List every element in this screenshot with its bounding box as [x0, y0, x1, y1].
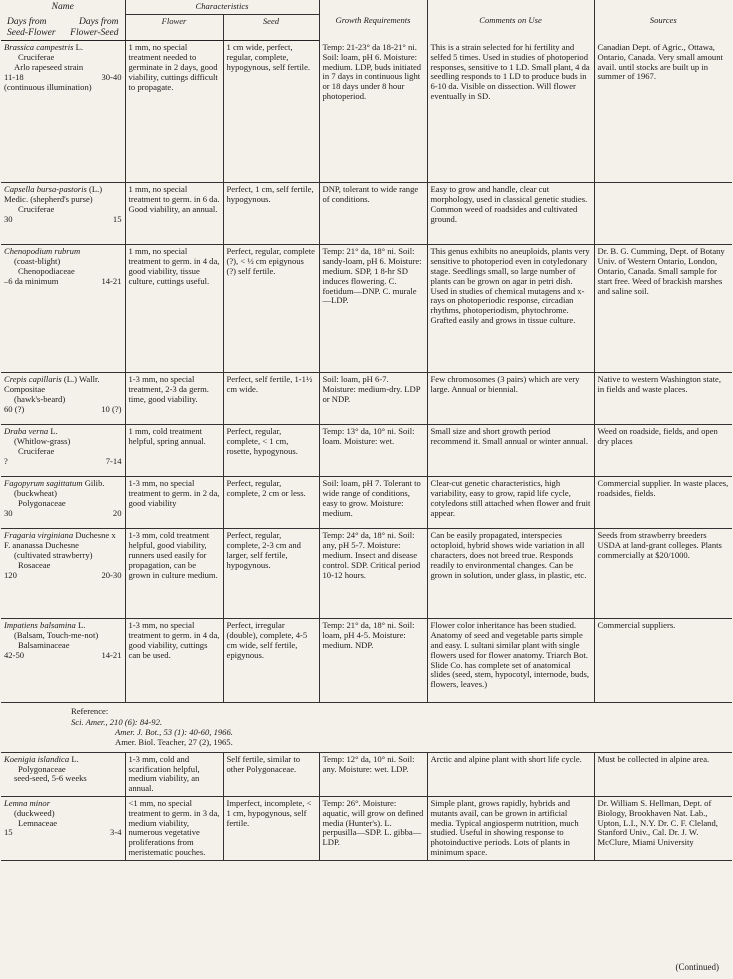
growth-cell: Temp: 24° da, 18° ni. Soil: any, pH 5-7. Moisture: medium. Insect and disease control. SDP. Critical period 10-12 hours.: [319, 529, 427, 619]
family: Lemnaceae: [18, 817, 58, 828]
seed-cell: Perfect, regular, complete, 2 cm or less.: [223, 477, 319, 529]
growth-cell: Soil: loam, pH 6-7. Moisture: medium-dry. LDP or NDP.: [319, 373, 427, 425]
header-flower: Flower: [125, 15, 223, 41]
comments-cell: Can be easily propagated, interspecies octoploid, hybrid shows wide variation in all characters, does not breed true. Responds readily to environmental changes. Can be grown in solution, under glass, in plastic, etc.: [427, 529, 594, 619]
seed-cell: Perfect, regular, complete, 2-3 cm and larger, self fertile, hypogynous.: [223, 529, 319, 619]
sources-cell: Seeds from strawberry breeders USDA at land-grant colleges. Plants commercially at $20/1000.: [594, 529, 732, 619]
name-cell: [1, 245, 125, 373]
header-seed: Seed: [223, 15, 319, 41]
reference-label: Reference:: [71, 706, 109, 717]
growth-cell: Temp: 12° da, 10° ni. Soil: any. Moisture: wet. LDP.: [319, 752, 427, 796]
flower-cell: 1-3 mm, cold treatment helpful, good viability, runners used easily for propagation, can be grown in culture medium.: [125, 529, 223, 619]
name-cell: [1, 41, 125, 183]
table-row: [1, 373, 732, 425]
species-name: Chenopodium rubrum: [4, 246, 81, 257]
table-row: [1, 477, 732, 529]
family: Chenopodiaceae: [18, 266, 75, 277]
family: Cruciferae: [18, 52, 55, 63]
extra-info: Arlo rapeseed strain: [14, 62, 84, 73]
days-seed-flower: 42-50: [4, 649, 25, 660]
name-cell: [1, 477, 125, 529]
days-seed-flower: 120: [4, 569, 17, 580]
table-row: [1, 41, 732, 183]
name-note: (continuous illumination): [4, 81, 92, 92]
table-body: [1, 41, 732, 860]
reference-row: [1, 703, 732, 752]
comments-cell: Flower color inheritance has been studied. Anatomy of seed and vegetable parts simple and easy. I. sultani similar plant with single flowers used for flower anatomy. Triarch Bot. Slide Co. has complete set of anatomical slides (seed, stem, hypocotyl, internode, buds, flowers, leaves.): [427, 619, 594, 703]
flower-cell: 1-3 mm, no special treatment to germ. in 4 da, good viability, cuttings can be used.: [125, 619, 223, 703]
flower-cell: 1-3 mm, no special treatment to germ. in 2 da, good viability: [125, 477, 223, 529]
authority: Gilib.: [84, 478, 105, 489]
days-seed-flower: ?: [4, 455, 8, 466]
seed-cell: Perfect, regular, complete, < 1 cm, rosette, hypogynous.: [223, 425, 319, 477]
days-seed-flower: 30: [4, 213, 13, 224]
days-flower-seed: 10 (?): [101, 403, 122, 414]
flower-cell: 1-3 mm, cold and scarification helpful, medium viability, an annual.: [125, 752, 223, 796]
header-characteristics: Characteristics: [125, 0, 319, 15]
common-name: (coast-blight): [14, 256, 61, 267]
authority: L.: [75, 42, 84, 53]
flower-cell: <1 mm, no special treatment to germ. in 3 da, medium viability, numerous vegetative proliferations from meristematic pouches.: [125, 796, 223, 860]
comments-cell: Few chromosomes (3 pairs) which are very large. Annual or biennial.: [427, 373, 594, 425]
header-name: Name: [51, 2, 74, 12]
common-name: (cultivated strawberry): [14, 550, 93, 561]
days-flower-seed: 30-40: [101, 71, 122, 82]
header-days: Days from Seed-Flower Days from Flower-Seed: [1, 15, 125, 41]
table-row: [1, 752, 732, 796]
authority: L.: [78, 620, 86, 631]
table-row: [1, 529, 732, 619]
family: Cruciferae: [18, 204, 55, 215]
species-name: Capsella bursa-pastoris: [4, 184, 87, 195]
header-sources: Sources: [594, 0, 732, 41]
sources-cell: [594, 183, 732, 245]
seed-cell: Perfect, 1 cm, self fertile, hypogynous.: [223, 183, 319, 245]
species-name: Lemna minor: [4, 797, 51, 808]
table-row: [1, 619, 732, 703]
seed-cell: Perfect, irregular (double), complete, 4-5 cm wide, self fertile, epigynous.: [223, 619, 319, 703]
days-flower-seed: 7-14: [105, 455, 122, 466]
reference-line: Amer. Biol. Teacher, 27 (2), 1965.: [115, 737, 233, 748]
seed-cell: Perfect, self fertile, 1-1½ cm wide.: [223, 373, 319, 425]
sources-cell: Native to western Washington state, in fields and waste places.: [594, 373, 732, 425]
flower-cell: 1 mm, no special treatment to germ. in 6 da. Good viability, an annual.: [125, 183, 223, 245]
sources-cell: Commercial supplier. In waste places, roadsides, fields.: [594, 477, 732, 529]
family: Rosaceae: [18, 559, 51, 570]
seed-cell: 1 cm wide, perfect, regular, complete, hypogynous, self fertile.: [223, 41, 319, 183]
days-flower-seed: 3-4: [110, 827, 122, 838]
family: Cruciferae: [18, 446, 55, 457]
name-cell: [1, 752, 125, 796]
table-row: [1, 183, 732, 245]
growth-cell: DNP, tolerant to wide range of conditions.: [319, 183, 427, 245]
comments-cell: Clear-cut genetic characteristics, high variability, easy to grow, rapid life cycle, cotyledons still attached when flower and fruit appear.: [427, 477, 594, 529]
comments-cell: Easy to grow and handle, clear cut morphology, used in classical genetic studies. Common weed of roadsides and cultivated ground.: [427, 183, 594, 245]
common-name: (buckwheat): [14, 488, 57, 499]
comments-cell: Simple plant, grows rapidly, hybrids and mutants avail, can be grown in artificial media. Typical angiosperm nutrition, much studied. Useful in showing response to photoinductive periods. Lots of plants in minimum space.: [427, 796, 594, 860]
sources-cell: Dr. William S. Hellman, Dept. of Biology, Brookhaven Nat. Lab., Upton, L.I., N.Y. Dr. C. F. Cleland, Stanford Univ., Cal. Dr. J. W. McClure, Miami University: [594, 796, 732, 860]
sources-cell: Dr. B. G. Cumming, Dept. of Botany Univ. of Western Ontario, London, Ontario, Canada. Small sample for start free. Weed of brackish marshes and saline soil.: [594, 245, 732, 373]
sources-cell: Canadian Dept. of Agric., Ottawa, Ontario, Canada. Very small amount avail. until stocks are built up in summer of 1967.: [594, 41, 732, 183]
plant-table: [1, 0, 732, 861]
growth-cell: Temp: 26°. Moisture: aquatic, will grow on defined media (Hunter's). L. perpusilla—SDP. L. gibba—LDP.: [319, 796, 427, 860]
species-name: Fragaria virginiana: [4, 530, 74, 541]
days-flower-seed: 20: [112, 507, 122, 518]
authority: L.: [71, 753, 79, 764]
days-seed-flower: 60 (?): [4, 403, 25, 414]
authority: Duchesne x F. ananassa Duchesne: [4, 530, 116, 551]
days-seed-flower: 30: [4, 507, 13, 518]
growth-cell: Temp: 21-23° da 18-21° ni. Soil: loam, pH 6. Moisture: medium. LDP, buds initiated in 7 days in continuous light or 18 days under 8 hour photoperiod.: [319, 41, 427, 183]
flower-cell: 1 mm, no special treatment needed to germinate in 2 days, good viability, cuttings difficult to propagate.: [125, 41, 223, 183]
name-cell: [1, 529, 125, 619]
table-row: [1, 796, 732, 860]
sources-cell: Must be collected in alpine area.: [594, 752, 732, 796]
species-name: Impatiens balsamina: [4, 620, 76, 631]
seed-cell: Imperfect, incomplete, < 1 cm, hypogynous, self fertile.: [223, 796, 319, 860]
days-flower-seed: 14-21: [101, 649, 122, 660]
days-flower-seed: 20-30: [101, 569, 122, 580]
name-cell: [1, 183, 125, 245]
header-comments: Comments on Use: [427, 0, 594, 41]
days-flower-seed: 15: [112, 213, 122, 224]
authority: L.: [50, 426, 58, 437]
days-flower-seed: 14-21: [101, 275, 122, 286]
name-cell: [1, 619, 125, 703]
species-name: Fagopyrum sagittatum: [4, 478, 83, 489]
days-seed-flower: 11-18: [4, 71, 24, 82]
growth-cell: Temp: 21° da, 18° ni. Soil: loam, pH 4-5. Moisture: medium. NDP.: [319, 619, 427, 703]
sources-cell: Commercial suppliers.: [594, 619, 732, 703]
species-name: Crepis capillaris: [4, 374, 62, 385]
reference-line: Amer. J. Bot., 53 (1): 40-60, 1966.: [115, 727, 233, 738]
comments-cell: Small size and short growth period recommend it. Small annual or winter annual.: [427, 425, 594, 477]
comments-cell: Arctic and alpine plant with short life cycle.: [427, 752, 594, 796]
family: Polygonaceae: [18, 763, 66, 774]
comments-cell: This is a strain selected for hi fertility and selfed 5 times. Used in studies of photoperiod responses, sensitive to 1 LD. Small plant, 4 da seedling responds to 1 LD to produce buds in 6-10 da. Visible on dissection. Will flower eventually in SD.: [427, 41, 594, 183]
common-name: (hawk's-beard): [14, 394, 66, 405]
species-name: Brassica campestris: [4, 42, 74, 53]
reference-line: Sci. Amer., 210 (6): 84-92.: [71, 716, 163, 727]
growth-cell: Soil: loam, pH 7. Tolerant to wide range of conditions, easy to grow. Moisture: medium.: [319, 477, 427, 529]
header-growth: Growth Requirements: [319, 0, 427, 41]
extra-info: seed-seed, 5-6 weeks: [14, 773, 87, 784]
authority: (L.) Wallr. Compositae: [4, 374, 100, 395]
species-name: Koenigia islandica: [4, 753, 70, 764]
comments-cell: This genus exhibits no aneuploids, plants very sensitive to photoperiod even in cotyledonary stage. Seedlings small, so large number of plants can be grown on agar in petri dish. Used in studies of chemical mutagens and x-rays on photoperiodic response, circadian rhythms, photoperiodism, phytochrome. Grafted easily and grows in tissue culture.: [427, 245, 594, 373]
growth-cell: Temp: 21° da, 18° ni. Soil: sandy-loam, pH 6. Moisture: medium. SDP, 1 8-hr SD induces flowering. C. foetidum—DNP. C. murale—LDP.: [319, 245, 427, 373]
name-cell: [1, 425, 125, 477]
flower-cell: 1 mm, no special treatment to germ. in 4 da, good viability, tissue culture, cuttings useful.: [125, 245, 223, 373]
name-cell: [1, 373, 125, 425]
family: Polygonaceae: [18, 498, 66, 509]
authority: (L.) Medic. (shepherd's purse): [4, 184, 103, 205]
days-seed-flower: –6 da minimum: [4, 275, 59, 286]
family: Balsaminaceae: [18, 640, 70, 651]
flower-cell: 1 mm, cold treatment helpful, spring annual.: [125, 425, 223, 477]
name-cell: [1, 796, 125, 860]
growth-cell: Temp: 13° da, 10° ni. Soil: loam. Moisture: wet.: [319, 425, 427, 477]
common-name: (Whitlow-grass): [14, 436, 71, 447]
common-name: (Balsam, Touch-me-not): [14, 630, 99, 641]
reference-cell: [1, 703, 732, 752]
sources-cell: Weed on roadside, fields, and open dry places: [594, 425, 732, 477]
flower-cell: 1-3 mm, no special treatment, 2-3 da germ. time, good viability.: [125, 373, 223, 425]
seed-cell: Self fertile, similar to other Polygonaceae.: [223, 752, 319, 796]
seed-cell: Perfect, regular, complete (?), < ½ cm epigynous (?) self fertile.: [223, 245, 319, 373]
common-name: (duckweed): [14, 807, 55, 818]
table-row: [1, 425, 732, 477]
table-row: [1, 245, 732, 373]
continued-label: (Continued): [675, 962, 719, 972]
species-name: Draba verna: [4, 426, 49, 437]
days-seed-flower: 15: [4, 827, 13, 838]
